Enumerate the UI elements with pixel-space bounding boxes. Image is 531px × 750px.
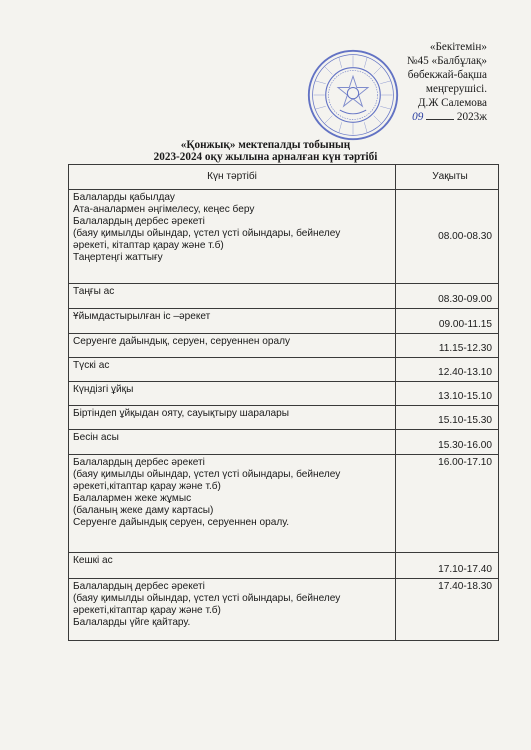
activity-line: Ұйымдастырылған іс –әрекет — [73, 311, 211, 322]
table-row — [69, 455, 499, 553]
table-row — [69, 430, 499, 455]
activity-cell — [69, 406, 396, 430]
schedule-title: 2023-2024 оқу жылына арналған күн тәртібі — [153, 151, 378, 163]
header-activity: Күн тәртібі — [69, 165, 396, 190]
table-row — [69, 382, 499, 406]
activity-line: Балалардың дербес әрекеті — [73, 457, 205, 468]
activity-line: (баяу қимылды ойындар, үстел үсті ойындары, бейнелеу — [73, 228, 341, 239]
activity-line: Біртіндеп ұйқыдан ояту, сауықтыру шаралары — [73, 408, 289, 419]
activity-line: Балалардың дербес әрекеті — [73, 216, 205, 227]
time-cell: 17.40-18.30 — [396, 579, 499, 641]
table-row — [69, 334, 499, 358]
head-title: меңгерушісі. — [425, 83, 487, 95]
date-underline — [426, 119, 454, 120]
time-cell: 12.40-13.10 — [396, 358, 499, 382]
approval-block — [367, 40, 487, 124]
activity-line: Балалармен жеке жұмыс — [73, 493, 192, 504]
time-cell: 13.10-15.10 — [396, 382, 499, 406]
activity-line: Таңғы ас — [73, 286, 115, 297]
head-name: Д.Ж Салемова — [417, 97, 487, 109]
activity-cell — [69, 334, 396, 358]
activity-line: Кешкі ас — [73, 555, 113, 566]
activity-line: (баланың жеке даму картасы) — [73, 505, 214, 516]
activity-line: Серуенге дайындық, серуен, серуеннен оралу — [73, 336, 291, 347]
activity-cell — [69, 430, 396, 455]
activity-line: Ата-аналармен әңгімелесу, кеңес беру — [73, 204, 255, 215]
activity-line: Балаларды үйге қайтару. — [73, 617, 191, 628]
activity-line: әрекеті,кітаптар қарау және т.б) — [73, 605, 221, 616]
activity-cell — [69, 284, 396, 309]
time-cell: 08.30-09.00 — [396, 284, 499, 309]
table-row — [69, 190, 499, 284]
activity-cell — [69, 579, 396, 641]
institution-type: бөбекжай-бақша — [407, 69, 487, 81]
time-cell: 17.10-17.40 — [396, 553, 499, 579]
activity-line: Балаларды қабылдау — [73, 192, 175, 203]
activity-line: Таңертеңгі жаттығу — [73, 252, 163, 263]
schedule-table — [68, 164, 499, 641]
document-title — [0, 139, 531, 163]
table-row — [69, 579, 499, 641]
activity-cell — [69, 382, 396, 406]
activity-line: (баяу қимылды ойындар, үстел үсті ойындары, бейнелеу — [73, 593, 341, 604]
table-row — [69, 284, 499, 309]
table-header-row — [69, 165, 499, 190]
table-row — [69, 309, 499, 334]
activity-line: (баяу қимылды ойындар, үстел үсті ойындары, бейнелеу — [73, 469, 341, 480]
activity-cell — [69, 358, 396, 382]
time-cell: 15.10-15.30 — [396, 406, 499, 430]
approval-heading: «Бекітемін» — [429, 41, 487, 53]
activity-cell — [69, 190, 396, 284]
activity-line: Күндізгі ұйқы — [73, 384, 134, 395]
time-cell: 09.00-11.15 — [396, 309, 499, 334]
table-row — [69, 553, 499, 579]
approval-date-line — [367, 110, 487, 124]
time-cell: 16.00-17.10 — [396, 455, 499, 553]
activity-line: Түскі ас — [73, 360, 110, 371]
time-cell: 11.15-12.30 — [396, 334, 499, 358]
activity-cell — [69, 309, 396, 334]
header-time: Уақыты — [396, 165, 499, 190]
time-cell: 15.30-16.00 — [396, 430, 499, 455]
table-row — [69, 406, 499, 430]
approval-year: 2023ж — [456, 111, 487, 123]
group-title: «Қонжық» мектепалды тобының — [180, 139, 351, 151]
activity-cell — [69, 455, 396, 553]
activity-line: Бесін асы — [73, 432, 119, 443]
time-cell: 08.00-08.30 — [396, 190, 499, 284]
activity-line: Балалардың дербес әрекеті — [73, 581, 205, 592]
handwritten-date: 09 — [412, 111, 424, 123]
activity-line: Серуенге дайындық серуен, серуеннен оралу. — [73, 517, 290, 528]
table-row — [69, 358, 499, 382]
kindergarten-number: №45 «Балбұлақ» — [406, 55, 487, 67]
activity-line: әрекеті,кітаптар қарау және т.б) — [73, 481, 221, 492]
activity-line: әрекеті, кітаптар қарау және т.б) — [73, 240, 224, 251]
activity-cell — [69, 553, 396, 579]
